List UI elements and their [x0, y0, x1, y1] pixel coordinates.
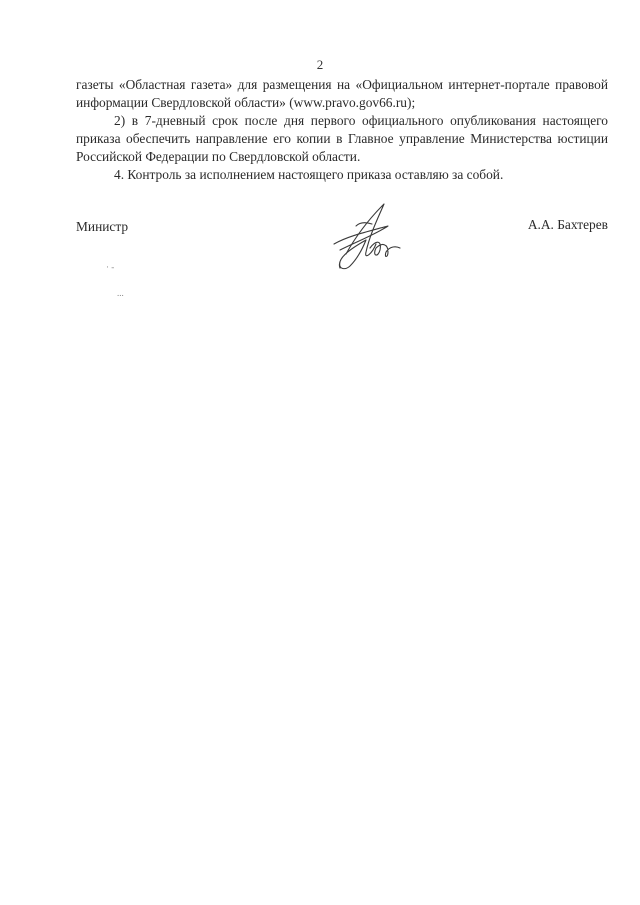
paragraph-item-2: 2) в 7-дневный срок после дня первого официального опубликования настоящего приказа обеспечить направление его копии в Главное управление Министерства юстиции Российской Федерации по Свердловской области. [76, 113, 608, 164]
paragraph-continuation: газеты «Областная газета» для размещения на «Официальном интернет-портале правовой информации Свердловской области» (www.pravo.gov66.ru); [76, 77, 608, 110]
signatory-name: А.А. Бахтерев [527, 217, 608, 232]
document-body [76, 76, 608, 184]
handwritten-signature [326, 196, 412, 272]
signatory-title: Министр [76, 219, 129, 234]
scan-mark: ... [117, 288, 124, 298]
paragraph-item-4: 4. Контроль за исполнением настоящего приказа оставляю за собой. [114, 167, 504, 182]
page-number: 2 [316, 57, 324, 72]
scan-mark: · - [106, 262, 115, 272]
